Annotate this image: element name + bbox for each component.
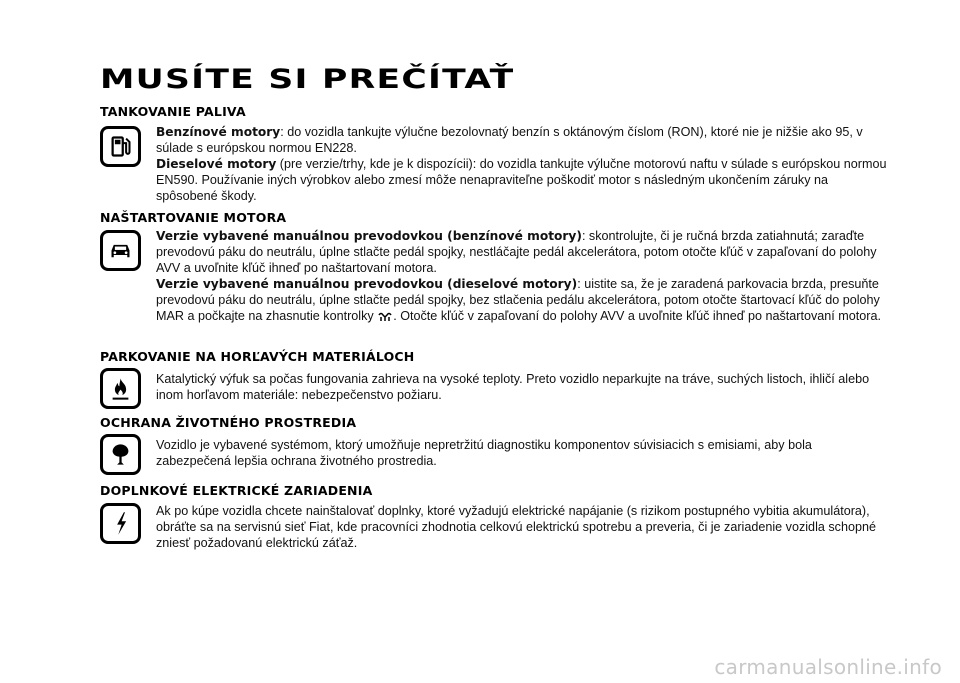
- section-heading: OCHRANA ŽIVOTNÉHO PROSTREDIA: [100, 415, 357, 430]
- section-electrical: [100, 483, 890, 551]
- section-heading: TANKOVANIE PALIVA: [100, 104, 246, 119]
- fuel-pump-icon: [100, 126, 141, 167]
- paragraph-text: (pre verzie/trhy, kde je k dispozícii): do vozidla tankujte výlučne motorovú naftu v súlade s európskou normou EN590. Používanie iných výrobkov alebo zmesí môže nenapraviteľne poškodiť motor s následným ukončením záruky na spôsobené škody.: [156, 157, 887, 204]
- glow-plug-icon: [377, 312, 393, 322]
- paragraph-text: : uistite sa, že je zaradená parkovacia brzda, presuňte prevodovú páku do neutrálu, úplne stlačte pedál spojky, bez stlačenia pedálu akcelerátora, potom otočte štartovací kľúč do polohy MAR a počkajte na zhasnutie kontrolky: [156, 277, 880, 324]
- paragraph: Vozidlo je vybavené systémom, ktorý umožňuje nepretržitú diagnostiku komponentov súvisiacich s emisiami, aby bola zabezpečená lepšia ochrana životného prostredia.: [156, 438, 812, 469]
- car-icon: [100, 230, 141, 271]
- paragraph: [156, 156, 888, 204]
- paragraph-text: : skontrolujte, či je ručná brzda zatiahnutá; zaraďte prevodovú páku do neutrálu, úplne stlačte pedál spojky, nestláčajte pedál akcelerátora, potom otočte kľúč v zapaľovaní do polohy AVV a uvoľnite kľúč ihneď po naštartovaní motora.: [156, 229, 877, 276]
- paragraph-text-after: . Otočte kľúč v zapaľovaní do polohy AVV a uvoľnite kľúč ihneď po naštartovaní motora.: [393, 309, 881, 324]
- paragraph: Katalytický výfuk sa počas fungovania zahrieva na vysoké teploty. Preto vozidlo neparkujte na tráve, suchých listoch, ihličí alebo inom horľavom materiále: nebezpečenstvo požiaru.: [156, 372, 870, 403]
- footer-watermark: carmanualsonline.info: [714, 655, 942, 679]
- bold-lead: Dieselové motory: [156, 157, 277, 172]
- section-heading: NAŠTARTOVANIE MOTORA: [100, 210, 287, 225]
- paragraph-text: : do vozidla tankujte výlučne bezolovnatý benzín s oktánovým číslom (RON), ktoré nie je nižšie ako 95, v súlade s európskou normou EN228.: [156, 125, 863, 156]
- paragraph: [156, 276, 888, 324]
- lightning-icon: [100, 503, 141, 544]
- section-fuel: [100, 104, 890, 204]
- bold-lead: Benzínové motory: [156, 125, 281, 139]
- page-title: MUSÍTE SI PREČÍTAŤ: [100, 64, 515, 95]
- section-heading: PARKOVANIE NA HORĽAVÝCH MATERIÁLOCH: [100, 349, 415, 364]
- paragraph: [156, 228, 888, 276]
- section-engine-start: [100, 210, 890, 324]
- bold-lead: Verzie vybavené manuálnou prevodovkou (benzínové motory): [156, 229, 582, 243]
- bold-lead: Verzie vybavené manuálnou prevodovkou (dieselové motory): [156, 277, 578, 292]
- section-heading: DOPLNKOVÉ ELEKTRICKÉ ZARIADENIA: [100, 483, 373, 498]
- flame-icon: [100, 368, 141, 409]
- paragraph: [156, 124, 888, 156]
- section-parking: [100, 349, 890, 403]
- section-environment: [100, 415, 890, 469]
- paragraph: Ak po kúpe vozidla chcete nainštalovať doplnky, ktoré vyžadujú elektrické napájanie (s rizikom postupného vybitia akumulátora), obráťte sa na servisnú sieť Fiat, kde pracovníci zhodnotia celkovú elektrickú spotrebu a preveria, či je zariadenie vozidla schopné zniesť požadovanú elektrickú záťaž.: [156, 504, 876, 551]
- tree-icon: [100, 434, 141, 475]
